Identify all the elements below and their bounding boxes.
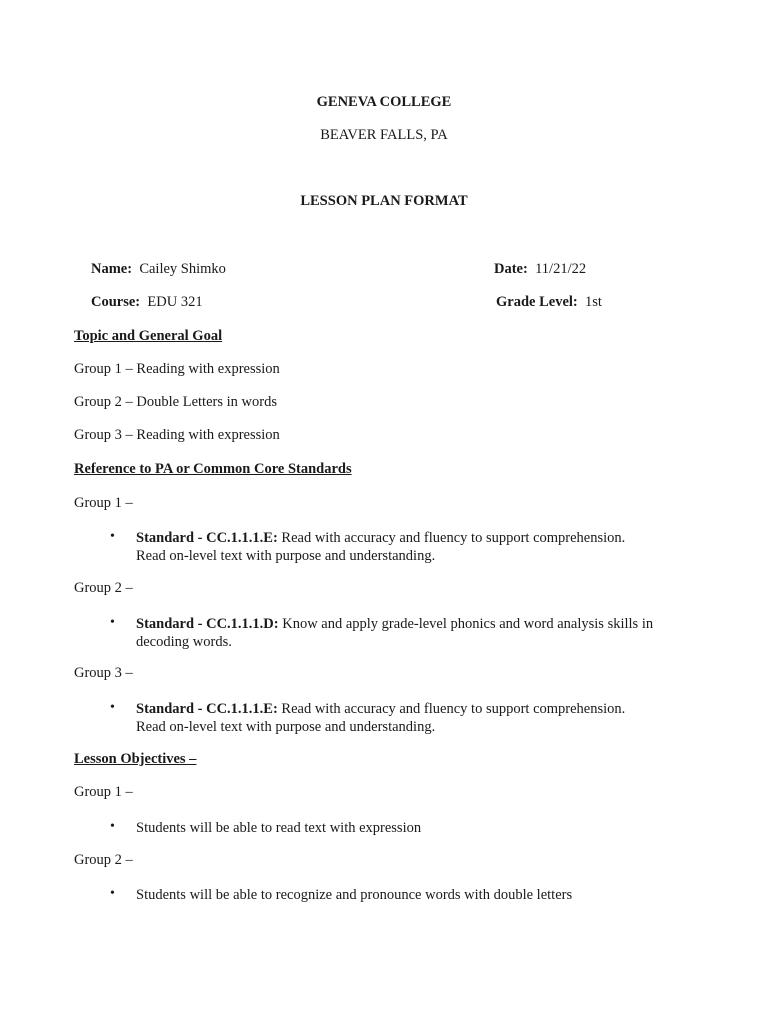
standards-group-2-label: Group 2 –	[74, 580, 133, 596]
standard-code: Standard - CC.1.1.1.E:	[136, 701, 278, 717]
grade-value: 1st	[585, 294, 602, 310]
grade-field	[496, 294, 602, 311]
bullet-icon: •	[110, 529, 115, 544]
college-location: BEAVER FALLS, PA	[320, 127, 448, 143]
objectives-group-1-label: Group 1 –	[74, 784, 133, 800]
objectives-heading: Lesson Objectives –	[74, 751, 197, 767]
standard-code: Standard - CC.1.1.1.E:	[136, 530, 278, 546]
standard-code: Standard - CC.1.1.1.D:	[136, 616, 279, 632]
objectives-group-2-label: Group 2 –	[74, 852, 133, 868]
name-field	[91, 261, 226, 278]
date-field	[494, 261, 586, 278]
objective-text: Students will be able to read text with expression	[136, 820, 422, 836]
bullet-icon: •	[110, 615, 115, 630]
bullet-icon: •	[110, 886, 115, 901]
standards-heading: Reference to PA or Common Core Standards	[74, 461, 352, 477]
date-label: Date:	[494, 261, 528, 277]
name-value: Cailey Shimko	[139, 261, 226, 277]
bullet-icon: •	[110, 819, 115, 834]
topic-group-2: Group 2 – Double Letters in words	[74, 394, 277, 410]
course-label: Course:	[91, 294, 141, 310]
standard-text: Know and apply grade-level phonics and word analysis skills in	[282, 616, 654, 632]
topic-group-1: Group 1 – Reading with expression	[74, 361, 280, 377]
standard-text-cont: Read on-level text with purpose and understanding.	[136, 548, 436, 564]
topic-heading: Topic and General Goal	[74, 328, 223, 344]
course-value: EDU 321	[147, 294, 203, 310]
bullet-icon: •	[110, 700, 115, 715]
date-value: 11/21/22	[535, 261, 587, 277]
course-field	[91, 294, 203, 311]
name-label: Name:	[91, 261, 133, 277]
standard-text-cont: decoding words.	[136, 634, 232, 650]
objective-text: Students will be able to recognize and pronounce words with double letters	[136, 887, 573, 903]
grade-label: Grade Level:	[496, 294, 578, 310]
document-title: LESSON PLAN FORMAT	[300, 193, 468, 209]
standards-group-1-label: Group 1 –	[74, 495, 133, 511]
standard-text: Read with accuracy and fluency to support comprehension.	[281, 701, 626, 717]
standards-group-3-label: Group 3 –	[74, 665, 133, 681]
standard-text: Read with accuracy and fluency to support comprehension.	[281, 530, 626, 546]
standard-text-cont: Read on-level text with purpose and understanding.	[136, 719, 436, 735]
college-name: GENEVA COLLEGE	[316, 94, 452, 110]
topic-group-3: Group 3 – Reading with expression	[74, 427, 280, 443]
